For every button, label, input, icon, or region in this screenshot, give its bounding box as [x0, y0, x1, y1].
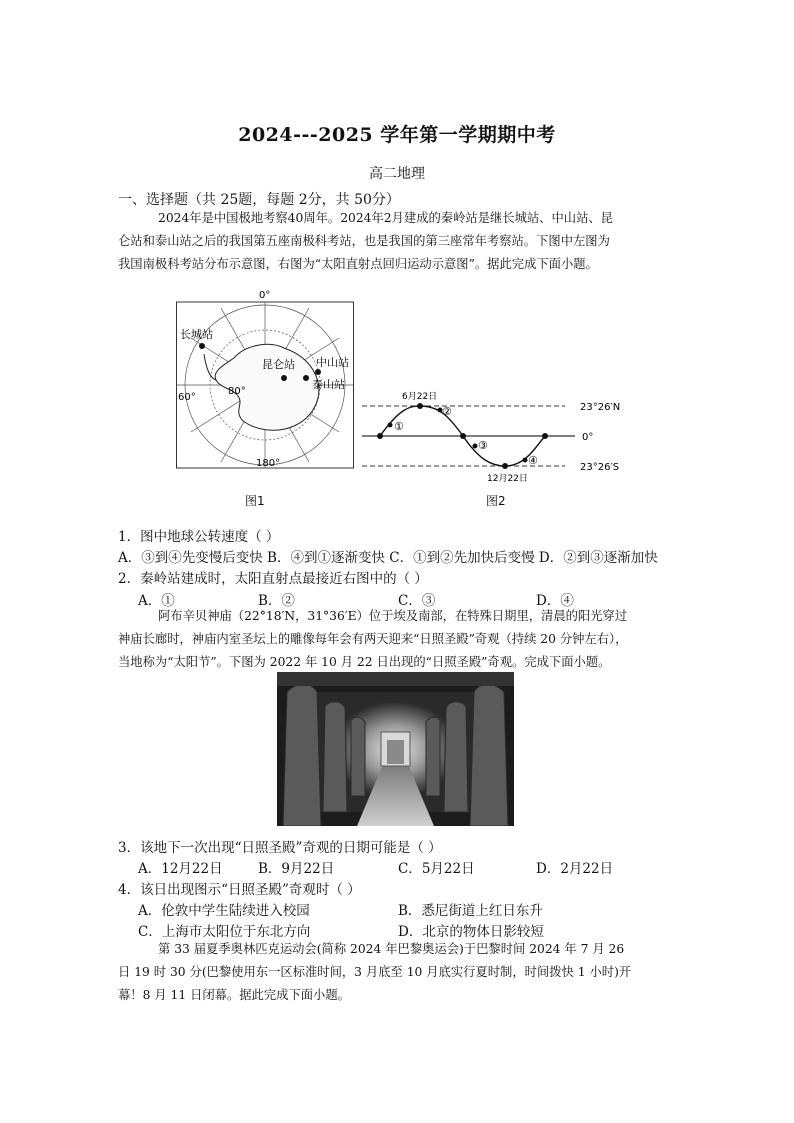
deg-80-label: 80°: [228, 386, 246, 397]
intro1-line-1: 2024年是中国极地考察40周年。2024年2月建成的秦岭站是继长城站、中山站、昆: [158, 211, 613, 225]
question-3-option-a: A．12月22日: [138, 861, 223, 877]
marker-1-label: ①: [394, 420, 404, 433]
question-3-option-b: B．9月22日: [258, 861, 335, 877]
point-dec22: [502, 463, 508, 469]
taishan-station-label: 泰山站: [312, 378, 345, 391]
marker-3-dot: [473, 444, 478, 449]
page-title: 2024---2025 学年第一学期期中考: [238, 124, 556, 146]
point-jun22: [417, 403, 423, 409]
zhongshan-station-label: 中山站: [316, 356, 349, 369]
kunlun-station-dot: [281, 375, 287, 381]
solar-migration-diagram: [360, 388, 630, 486]
marker-4-dot: [523, 458, 528, 463]
question-2-option-a: A．①: [138, 593, 175, 609]
point-end: [542, 433, 548, 439]
intro-paragraph-2: [118, 605, 627, 674]
figure-1-caption: 图1: [245, 494, 265, 508]
question-2-option-b: B．②: [258, 593, 295, 609]
intro-paragraph-3: [118, 938, 631, 1007]
intro3-line-2: 日 19 时 30 分(巴黎使用东一区标准时间，3 月底至 10 月底实行夏时制，时间拨快 1 小时)开: [118, 965, 632, 979]
question-4-option-b: B．悉尼街道上红日东升: [398, 903, 543, 919]
question-4-option-c: C．上海市太阳位于东北方向: [138, 924, 311, 940]
intro2-line-1: 阿布辛贝神庙（22°18′N，31°36′E）位于埃及南部，在特殊日期里，清晨的阳光穿过: [158, 609, 628, 623]
peninsula-outline: [204, 354, 216, 380]
label-dec22: 12月22日: [487, 474, 528, 484]
point-start: [377, 433, 383, 439]
taishan-station-dot: [303, 375, 309, 381]
deg-60-label: 60°: [178, 392, 196, 403]
label-south-tropic: 23°26′S: [580, 462, 620, 473]
intro3-line-1: 第 33 届夏季奥林匹克运动会(简称 2024 年巴黎奥运会)于巴黎时间 2024 年 7 月 26: [158, 942, 625, 956]
question-2-option-d: D．④: [536, 593, 574, 609]
question-4-option-d: D．北京的物体日影较短: [398, 924, 544, 940]
intro2-line-3: 当地称为“太阳节”。下图为 2022 年 10 月 22 日出现的“日照圣殿”奇观。完成下面小题。: [118, 655, 611, 669]
figure-2-caption: 图2: [486, 494, 506, 508]
label-jun22: 6月22日: [402, 392, 438, 402]
label-north-tropic: 23°26′N: [580, 402, 621, 413]
section-heading: 一、选择题（共 25题，每题 2分，共 50分）: [118, 192, 400, 208]
question-4-stem: 4．该日出现图示“日照圣殿”奇观时（ ）: [118, 882, 361, 898]
question-3-option-d: D．2月22日: [536, 861, 614, 877]
marker-1-dot: [388, 423, 393, 428]
deg-0-label: 0°: [259, 290, 271, 301]
zhongshan-station-dot: [315, 369, 321, 375]
question-1-stem: 1．图中地球公转速度（ ）: [118, 529, 280, 545]
intro3-line-3: 幕！8 月 11 日闭幕。据此完成下面小题。: [118, 988, 350, 1002]
intro1-line-2: 仑站和泰山站之后的我国第五座南极科考站，也是我国的第三座常年考察站。下图中左图为: [118, 234, 610, 248]
intro1-line-3: 我国南极科考站分布示意图，右图为“太阳直射点回归运动示意图”。据此完成下面小题。: [118, 257, 598, 271]
changcheng-station-dot: [199, 343, 205, 349]
antarctica-station-map: [176, 288, 358, 470]
question-2-option-c: C．③: [398, 593, 436, 609]
marker-2-label: ②: [442, 405, 452, 418]
kunlun-station-label: 昆仑站: [262, 358, 295, 371]
question-2-stem: 2．秦岭站建成时，太阳直射点最接近右图中的（ ）: [118, 571, 428, 587]
marker-4-label: ④: [528, 454, 538, 467]
abu-simbel-temple-photo: [277, 672, 514, 826]
intro2-line-2: 神庙长廊时，神庙内室圣坛上的雕像每年会有两天迎来“日照圣殿”奇观（持续 20 分钟左右），: [118, 632, 628, 646]
question-3-option-c: C．5月22日: [398, 861, 475, 877]
question-1-options: A．③到④先变慢后变快 B．④到①逐渐变快 C．①到②先加快后变慢 D．②到③逐渐加快: [118, 550, 658, 566]
intro-paragraph-1: [118, 207, 613, 276]
point-mid: [460, 433, 466, 439]
marker-3-label: ③: [478, 439, 488, 452]
question-4-option-a: A．伦敦中学生陆续进入校园: [138, 903, 310, 919]
page-subtitle: 高二地理: [369, 166, 425, 182]
deg-180-label: 180°: [256, 458, 281, 469]
changcheng-station-label: 长城站: [180, 328, 213, 341]
question-3-stem: 3．该地下一次出现“日照圣殿”奇观的日期可能是（ ）: [118, 840, 442, 856]
label-equator: 0°: [582, 432, 594, 443]
